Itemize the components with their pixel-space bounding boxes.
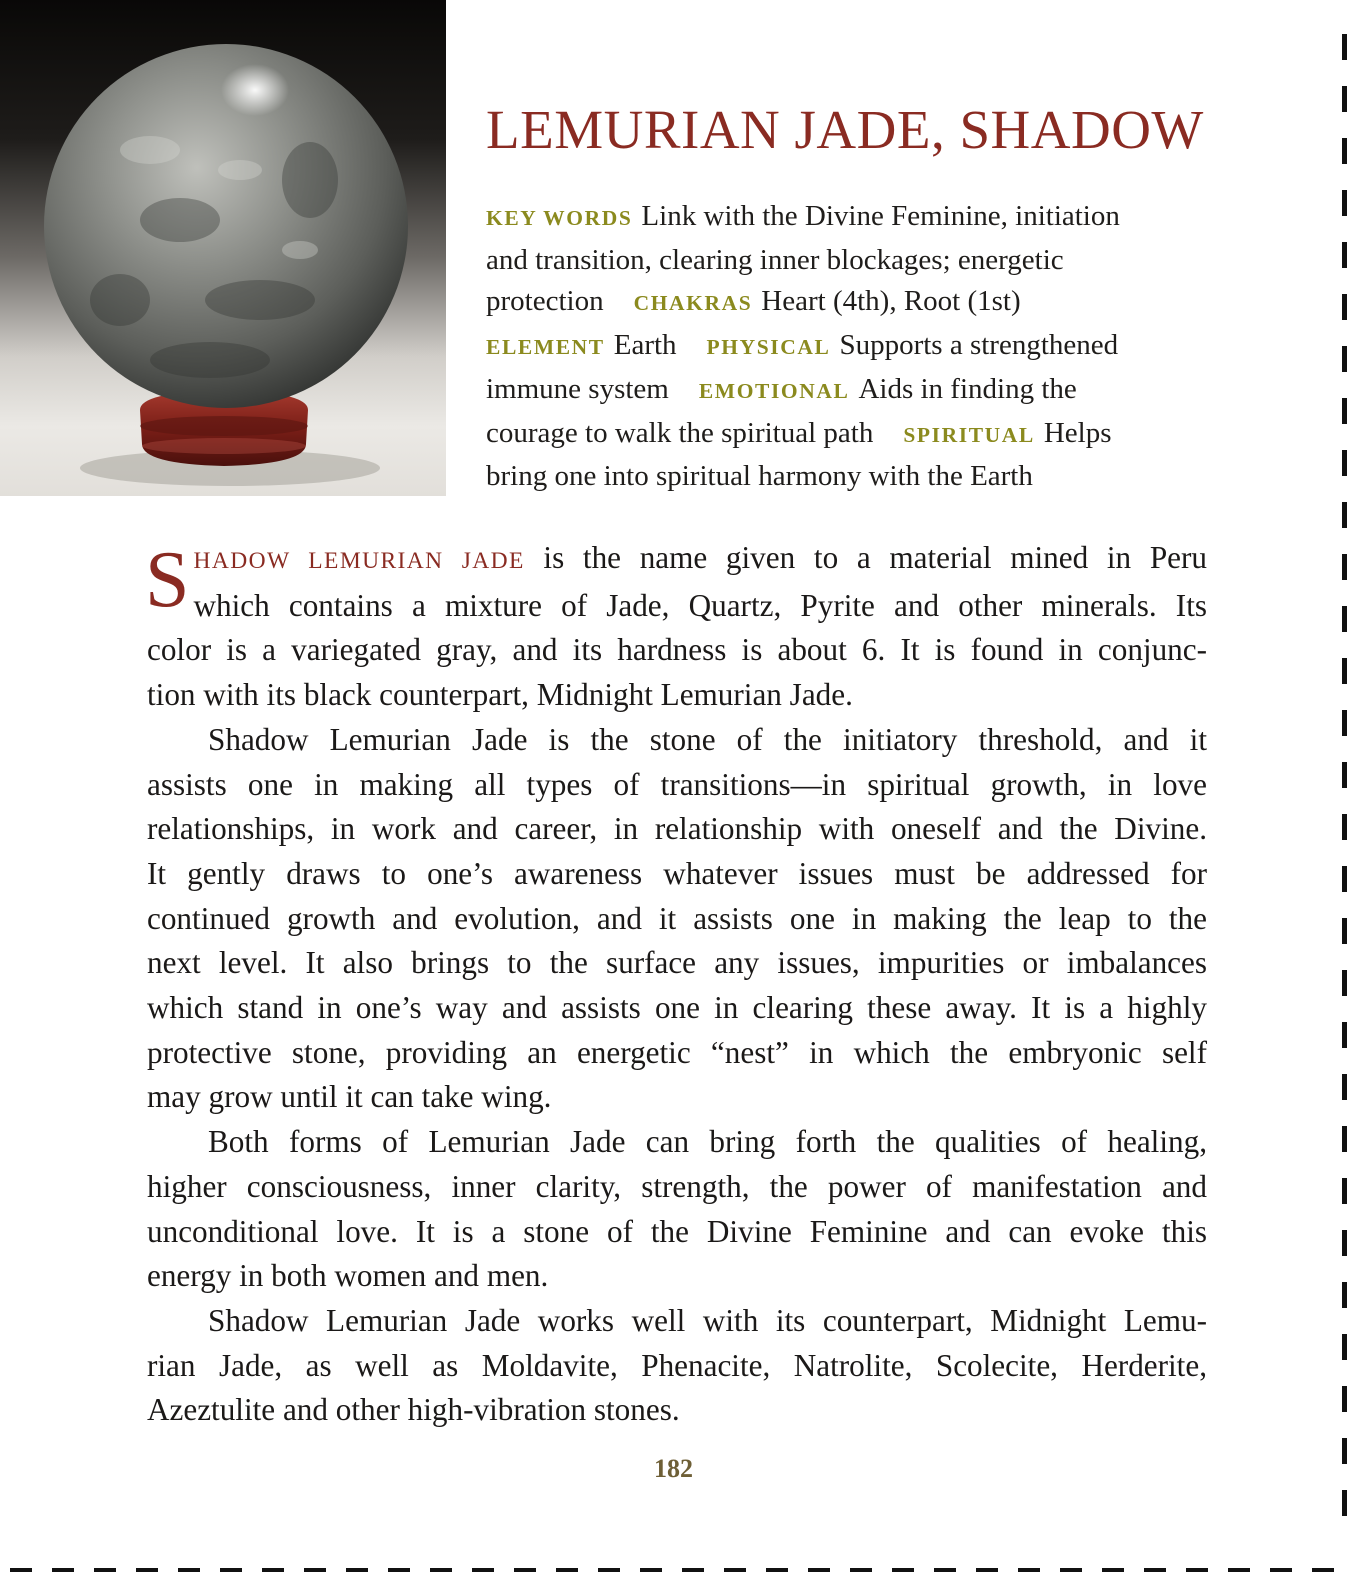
element-value: Earth <box>613 329 677 362</box>
edge-mark <box>766 1568 788 1572</box>
edge-mark <box>1342 866 1347 892</box>
edge-mark <box>1342 1074 1347 1100</box>
edge-mark <box>136 1568 158 1572</box>
edge-mark <box>1342 1438 1347 1464</box>
edge-mark <box>556 1568 578 1572</box>
text-line: assists one in making all types of transitions—in spiritual growth, in love <box>147 766 1207 802</box>
text-line: energy in both women and men. <box>147 1258 549 1294</box>
text-line: rian Jade, as well as Moldavite, Phenacite, Natrolite, Scolecite, Herderite, <box>147 1347 1207 1383</box>
edge-mark <box>1342 398 1347 424</box>
edge-mark <box>1270 1568 1292 1572</box>
edge-mark <box>1102 1568 1124 1572</box>
edge-mark <box>262 1568 284 1572</box>
edge-mark <box>1342 346 1347 372</box>
edge-mark <box>1342 970 1347 996</box>
edge-mark <box>682 1568 704 1572</box>
edge-mark <box>1342 502 1347 528</box>
text-line: next level. It also brings to the surface any issues, impurities or imbalances <box>147 945 1207 981</box>
highlight <box>221 64 289 116</box>
edge-mark <box>724 1568 746 1572</box>
text-line: Both forms of Lemurian Jade can bring forth the qualities of healing, <box>208 1124 1207 1160</box>
emotional-label: EMOTIONAL <box>698 378 850 403</box>
edge-mark <box>640 1568 662 1572</box>
properties-line <box>486 325 1226 369</box>
edge-mark <box>1342 1334 1347 1360</box>
edge-mark <box>1342 138 1347 164</box>
edge-mark <box>1060 1568 1082 1572</box>
paragraph-1-end: tion with its black counterpart, Midnight Lemurian Jade. <box>147 677 853 713</box>
edge-mark <box>10 1568 32 1572</box>
text-line: unconditional love. It is a stone of the Divine Feminine and can evoke this <box>147 1213 1207 1249</box>
emotional-value: courage to walk the spiritual path <box>486 416 874 449</box>
edge-mark <box>1342 606 1347 632</box>
properties-line <box>486 369 1226 413</box>
text-line: It gently draws to one’s awareness whatever issues must be addressed for <box>147 855 1207 891</box>
text-line: which stand in one’s way and assists one in clearing these away. It is a highly <box>147 990 1207 1026</box>
spiritual-label: SPIRITUAL <box>903 422 1035 447</box>
text-line: color is a variegated gray, and its hardness is about 6. It is found in conjunc- <box>147 632 1207 668</box>
edge-mark <box>1342 710 1347 736</box>
edge-mark <box>304 1568 326 1572</box>
edge-mark <box>1342 762 1347 788</box>
properties-line <box>486 281 1226 325</box>
edge-mark <box>1342 814 1347 840</box>
edge-mark <box>1342 1178 1347 1204</box>
edge-mark <box>388 1568 410 1572</box>
small-caps-lead: HADOW LEMURIAN JADE <box>193 548 525 574</box>
edge-mark <box>178 1568 200 1572</box>
spiritual-value: bring one into spiritual harmony with the Earth <box>486 460 1033 493</box>
edge-mark <box>1186 1568 1208 1572</box>
text-line: Azeztulite and other high-vibration stones. <box>147 1392 680 1428</box>
text-line: protective stone, providing an energetic “nest” in which the embryonic self <box>147 1034 1207 1070</box>
text-line: Shadow Lemurian Jade works well with its counterpart, Midnight Lemu- <box>208 1302 1207 1338</box>
properties-block <box>486 196 1226 498</box>
text-line: relationships, in work and career, in relationship with oneself and the Divine. <box>147 811 1207 847</box>
edge-mark <box>808 1568 830 1572</box>
edge-mark <box>1342 554 1347 580</box>
edge-mark <box>976 1568 998 1572</box>
edge-mark <box>598 1568 620 1572</box>
edge-mark <box>346 1568 368 1572</box>
physical-label: PHYSICAL <box>706 335 831 360</box>
physical-value: immune system <box>486 372 669 405</box>
spiritual-value: Helps <box>1043 416 1112 449</box>
paragraph-3 <box>147 1120 1207 1299</box>
properties-line <box>486 196 1226 240</box>
edge-mark <box>1342 34 1347 60</box>
properties-line <box>486 240 1226 282</box>
page-title: LEMURIAN JADE, SHADOW <box>486 99 1204 160</box>
edge-mark <box>1342 294 1347 320</box>
edge-mark <box>430 1568 452 1572</box>
properties-line <box>486 413 1226 457</box>
edge-mark <box>1144 1568 1166 1572</box>
sphere-illustration <box>0 0 446 496</box>
edge-mark <box>1342 1022 1347 1048</box>
edge-mark <box>94 1568 116 1572</box>
element-label: ELEMENT <box>486 335 605 360</box>
physical-value: Supports a strengthened <box>839 329 1119 362</box>
page-number: 182 <box>654 1454 693 1483</box>
key-words-value: and transition, clearing inner blockages; energetic <box>486 243 1064 276</box>
edge-mark <box>472 1568 494 1572</box>
edge-mark <box>1342 658 1347 684</box>
chakras-value: Heart (4th), Root (1st) <box>761 285 1021 318</box>
edge-mark <box>1342 1282 1347 1308</box>
edge-mark <box>1342 918 1347 944</box>
paragraph-1 <box>147 536 1207 673</box>
paragraph-4 <box>147 1299 1207 1433</box>
text-line: which contains a mixture of Jade, Quartz, Pyrite and other minerals. Its <box>193 587 1207 623</box>
edge-mark <box>1342 1126 1347 1152</box>
edge-mark <box>514 1568 536 1572</box>
edge-mark <box>1018 1568 1040 1572</box>
text-line: HADOW LEMURIAN JADE is the name given to a material mined in Peru <box>193 540 1207 575</box>
emotional-value: Aids in finding the <box>858 372 1077 405</box>
edge-mark <box>52 1568 74 1572</box>
edge-mark <box>1342 450 1347 476</box>
edge-mark <box>892 1568 914 1572</box>
edge-mark <box>1342 190 1347 216</box>
drop-cap: S <box>145 536 190 624</box>
edge-mark <box>1342 1386 1347 1412</box>
edge-mark <box>220 1568 242 1572</box>
chakras-label: CHAKRAS <box>633 291 753 316</box>
edge-mark <box>934 1568 956 1572</box>
edge-mark <box>1312 1568 1334 1572</box>
body-text <box>147 536 1207 1433</box>
paragraph-2 <box>147 718 1207 1120</box>
edge-mark <box>1342 86 1347 112</box>
edge-mark <box>1342 1490 1347 1516</box>
text-line: higher consciousness, inner clarity, strength, the power of manifestation and <box>147 1168 1207 1204</box>
edge-mark <box>850 1568 872 1572</box>
edge-mark <box>1228 1568 1250 1572</box>
key-words-label: KEY WORDS <box>486 206 633 230</box>
text-line: continued growth and evolution, and it assists one in making the leap to the <box>147 900 1207 936</box>
stone-photo <box>0 0 446 496</box>
edge-mark <box>1342 1230 1347 1256</box>
text-line: Shadow Lemurian Jade is the stone of the initiatory threshold, and it <box>208 721 1207 757</box>
text-line: may grow until it can take wing. <box>147 1079 552 1115</box>
edge-mark <box>1342 242 1347 268</box>
key-words-value: protection <box>486 285 604 318</box>
properties-line <box>486 456 1226 498</box>
key-words-value: Link with the Divine Feminine, initiation <box>641 200 1120 232</box>
